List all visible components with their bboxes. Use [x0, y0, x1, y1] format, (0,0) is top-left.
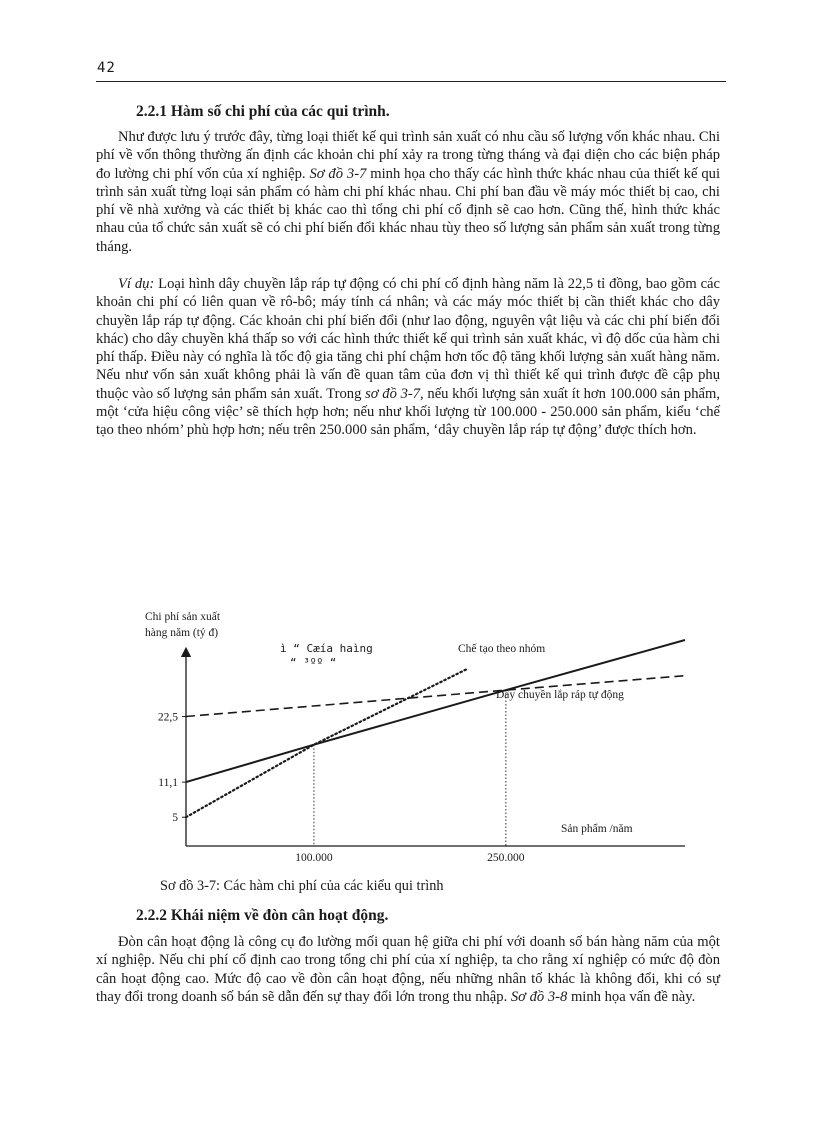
x-tick-label: 100.000: [295, 852, 333, 864]
series-label-group-tech: Chế tạo theo nhóm: [458, 643, 546, 655]
y-axis-label-line1: Chi phí sản xuất: [145, 611, 221, 623]
figure-reference: sơ đồ 3-7: [365, 385, 421, 402]
figure-reference: Sơ đồ 3-7: [309, 165, 367, 182]
series-label-job-shop: ì “ Cæía haìng: [280, 642, 373, 655]
paragraph-text: Như được lưu ý trước đây, từng loại thiết kế qui trình sản xuất có nhu cầu số lượng vốn khác nhau. Chi phí về vốn thông thường ấn định các khoản chi phí xảy ra trong từng tháng và đại diện cho các biện pháp đo lường chi phí vốn của xí nghiệp.: [96, 129, 720, 182]
y-tick-label: 11,1: [158, 777, 178, 790]
figure-caption: Sơ đồ 3-7: Các hàm chi phí của các kiểu qui trình: [160, 878, 444, 894]
paragraph-text: Đòn cân hoạt động là công cụ đo lường mối quan hệ giữa chi phí với doanh số bán hàng năm của một xí nghiệp. Nếu chi phí cố định cao trong tổng chi phí của xí nghiệp, ta cho rằng xí nghiệp có mức độ đòn cân hoạt động cao. Mức độ cao về đòn cân hoạt động, nếu những nhân tố khác là không đổi, khi có sự thay đổi trong doanh số bán sẽ dẫn đến sự thay đổi lớn trong thu nhập.: [96, 934, 720, 1005]
series-label-automated-line: Dây chuyền lắp ráp tự động: [496, 689, 624, 701]
y-tick-label: 22,5: [157, 711, 178, 724]
paragraph-text: minh họa vấn đề này.: [567, 988, 696, 1005]
y-tick-label: 5: [172, 812, 178, 825]
section-heading-2-2-2: 2.2.2 Khái niệm về đòn cân hoạt động.: [136, 907, 389, 924]
y-axis-label-line2: hàng năm (tỷ đ): [145, 627, 219, 639]
x-axis-label: Sản phẩm /năm: [561, 823, 633, 835]
paragraph-cost-functions: [96, 128, 720, 256]
header-rule: [96, 81, 726, 82]
page-number: 42: [97, 60, 116, 76]
x-tick-label: 250.000: [487, 852, 525, 864]
paragraph-operating-leverage: [96, 933, 720, 1006]
cost-function-chart: [140, 600, 700, 870]
example-label: Ví dụ:: [118, 276, 155, 292]
paragraph-text: , nếu khối lượng sản xuất ít hơn 100.000 sản phẩm, một ‘cửa hiệu công việc’ sẽ thích hợp hơn; nếu như khối lượng từ 100.000 - 250.000 sản phẩm, kiểu ‘chế tạo theo nhóm’ phù hợp hơn; nếu trên 250.000 sản phẩm, ‘dây chuyền lắp ráp tự động’ được thích hơn.: [96, 385, 721, 439]
garbled-fragment: “ ³ºº “: [290, 656, 337, 669]
paragraph-example: [96, 275, 720, 440]
section-heading-2-2-1: 2.2.1 Hàm số chi phí của các qui trình.: [136, 103, 390, 120]
paragraph-text: minh họa cho thấy các hình thức khác nhau của thiết kế qui trình sản xuất từng loại sản phẩm có hàm chi phí khác nhau. Chi phí ban đầu về máy móc thiết bị cao, chi phí về nhà xưởng và các thiết bị khác cao thì tổng chi phí cố định sẽ cao hơn. Cũng thế, hình thức khác nhau của tổ chức sản xuất sẽ có chi phí biến đổi khác nhau tùy theo số lượng sản phẩm sản xuất trong từng tháng.: [96, 165, 721, 255]
paragraph-text: Loại hình dây chuyền lắp ráp tự động có chi phí cố định hàng năm là 22,5 tỉ đồng, bao gồm các khoản chi phí có liên quan về rô-bô; máy tính cá nhân; và các máy móc thiết bị cần thiết khác cho dây chuyền lắp ráp tự động. Các khoản chi phí biến đổi (như lao động, nguyên vật liệu và các chi phí biến đổi khác) cho dây chuyền khá thấp so với các hình thức thiết kế qui trình sản xuất khác, vì độ dốc của hàm chi phí thấp. Điều này có nghĩa là tốc độ gia tăng chi phí chậm hơn tốc độ tăng khối lượng sản xuất hàng năm. Nếu như vốn sản xuất không phải là vấn đề quan tâm của đơn vị thì thiết kế qui trình được đề cập phụ thuộc vào số lượng sản phẩm sản xuất. Trong: [96, 276, 721, 402]
figure-reference: Sơ đồ 3-8: [510, 988, 568, 1005]
series-line-job-shop: [186, 669, 468, 817]
